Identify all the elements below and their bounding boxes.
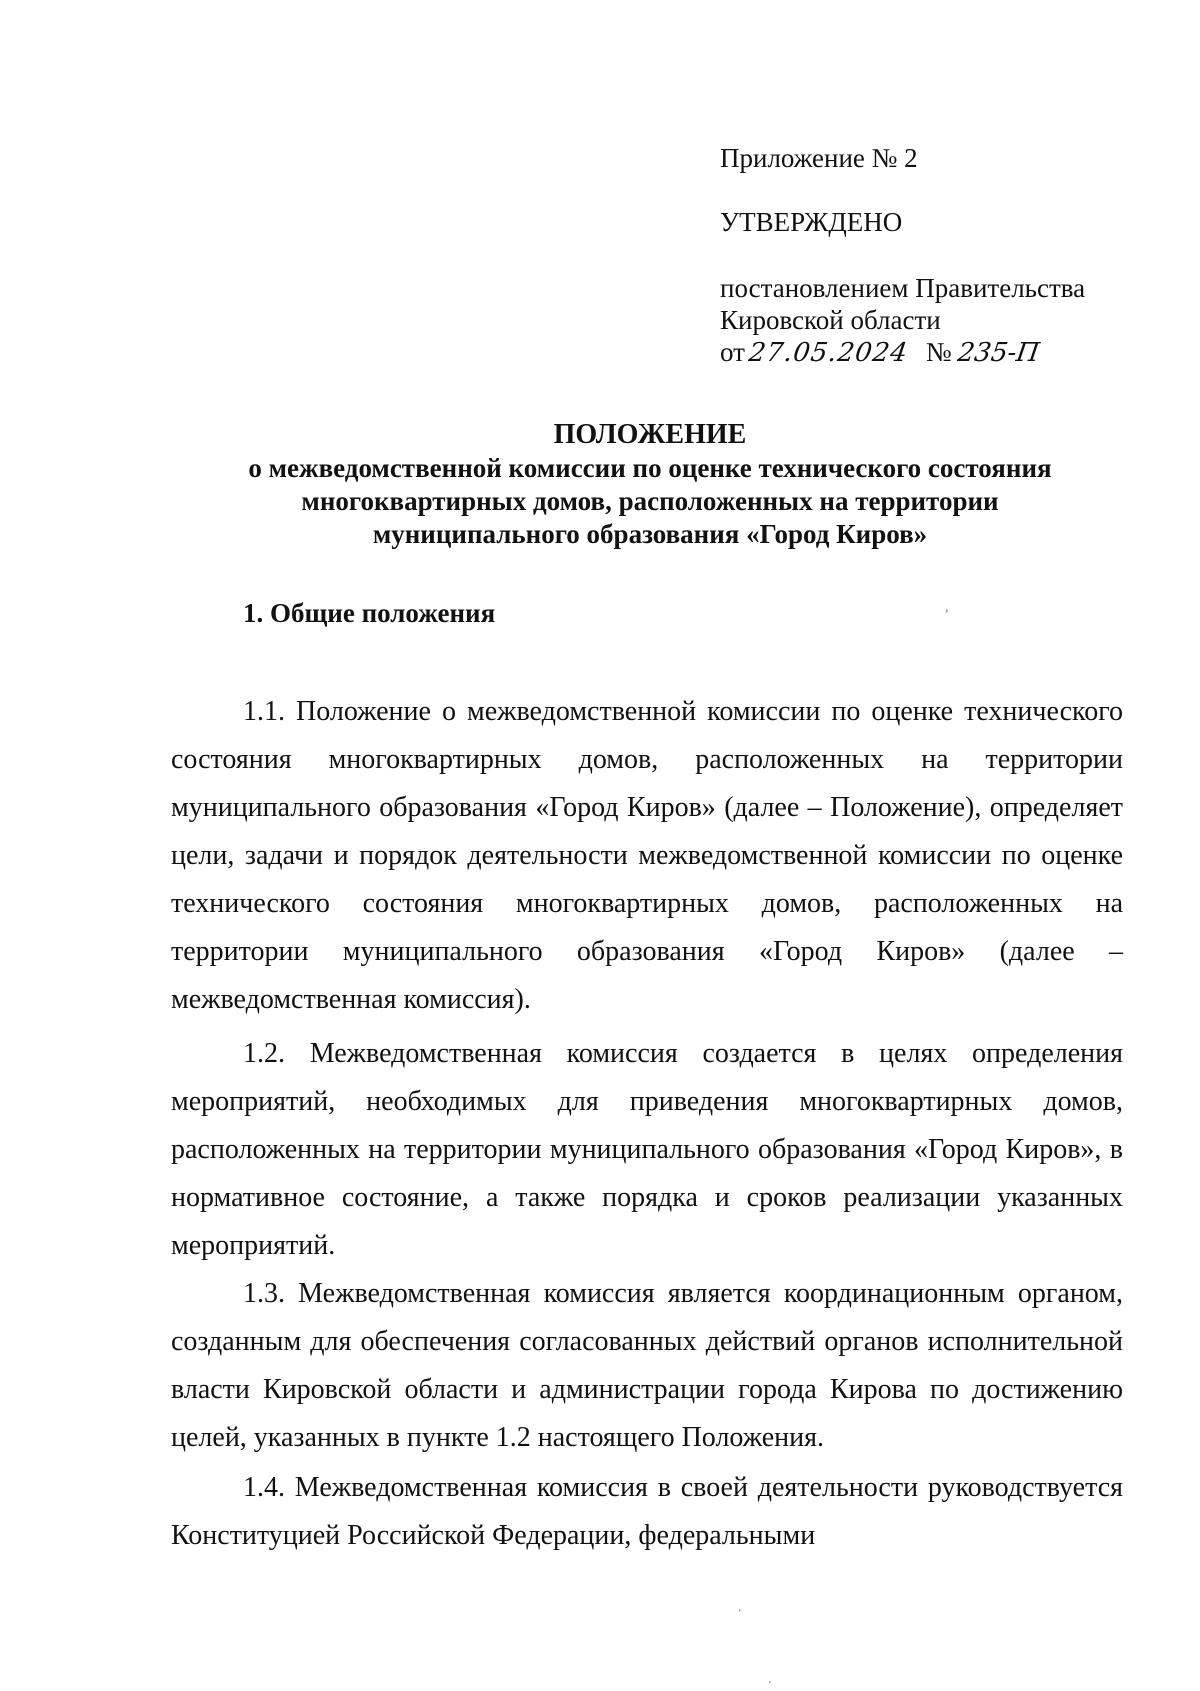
scan-speck: . bbox=[738, 1600, 742, 1615]
paragraph-1-2: 1.2. Межведомственная комиссия создается в целях определения мероприятий, необходимых для приведения многоквартирных домов, расположенных на территории муниципального образования «Город Киров», в нормативное состояние, а также порядка и сроков реализации указанных мероприятий. bbox=[171, 1038, 1123, 1261]
appendix-label: Приложение № 2 bbox=[720, 143, 918, 173]
scan-speck: . bbox=[768, 1672, 772, 1687]
paragraph-1-4: 1.4. Межведомственная комиссия в своей деятельности руководствуется Конституцией Российской Федерации, федеральными bbox=[171, 1472, 1123, 1551]
section-heading: 1. Общие положения bbox=[243, 598, 496, 628]
approval-block bbox=[720, 142, 1160, 174]
approval-date-line bbox=[720, 336, 1160, 369]
paragraph-1-1: 1.1. Положение о межведомственной комиссии по оценке технического состояния многоквартирных домов, расположенных на территории муниципального образования «Город Киров» (далее – Положение), определяет цели, задачи и порядок деятельности межведомственной комиссии по оценке технического состояния многоквартирных домов, расположенных на территории муниципального образования «Город Киров» (далее – межведомственная комиссия). bbox=[171, 696, 1123, 1015]
title-main: ПОЛОЖЕНИЕ bbox=[553, 419, 747, 450]
scan-speck: , bbox=[945, 600, 949, 615]
date-prefix: от bbox=[720, 337, 745, 367]
title-line-3: муниципального образования «Город Киров» bbox=[372, 519, 928, 549]
approved-stamp bbox=[720, 206, 1160, 238]
number-prefix: № bbox=[925, 337, 952, 367]
title-line-1: о межведомственной комиссии по оценке технического состояния bbox=[248, 453, 1052, 483]
paragraph-1-3: 1.3. Межведомственная комиссия является координационным органом, созданным для обеспечения согласованных действий органов исполнительной власти Кировской области и администрации города Кирова по достижению целей, указанных в пункте 1.2 настоящего Положения. bbox=[171, 1278, 1123, 1453]
approval-source bbox=[720, 272, 1160, 369]
handwritten-date: 27.05.2024 bbox=[746, 338, 910, 368]
handwritten-number: 235-П bbox=[956, 338, 1042, 368]
document-title bbox=[200, 418, 1100, 551]
title-line-2: многоквартирных домов, расположенных на территории bbox=[301, 486, 999, 516]
approved-label: УТВЕРЖДЕНО bbox=[720, 207, 903, 237]
approval-by-line1: постановлением Правительства bbox=[720, 273, 1086, 303]
approval-by-line2: Кировской области bbox=[720, 305, 941, 335]
